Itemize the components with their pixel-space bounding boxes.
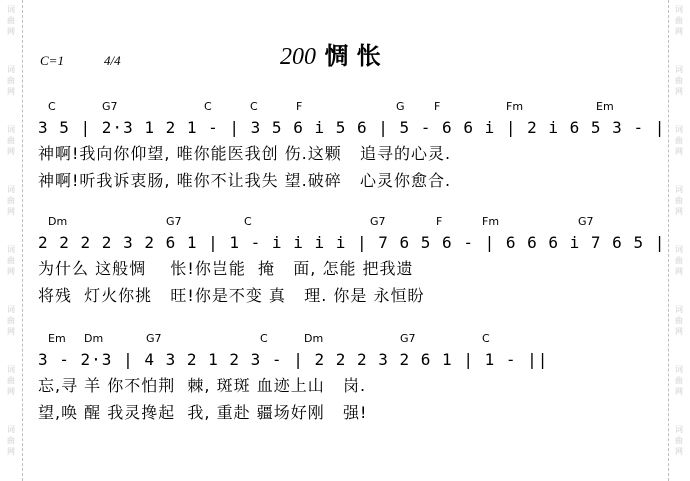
chord: G7 [146, 332, 162, 345]
chord: Dm [84, 332, 104, 345]
right-margin-line [668, 0, 669, 481]
watermark-right: 词 曲 网 [675, 185, 683, 216]
left-margin-line [22, 0, 23, 481]
chord: C [260, 332, 268, 345]
chord: G7 [370, 215, 386, 228]
watermark-right: 词 曲 网 [675, 305, 683, 336]
time-signature: 4/4 [104, 53, 121, 68]
song-number: 200 [280, 44, 316, 70]
notation-row: 3 - 2·3 | 4 3 2 1 2 3 - | 2 2 2 3 2 6 1 | 1 - || [38, 350, 549, 369]
key-signature: C=1 [40, 53, 64, 68]
lyric-line-2: 神啊!听我诉衷肠, 唯你不让我失 望.破碎 心灵你愈合. [38, 171, 452, 190]
chord: F [436, 215, 443, 228]
watermark-right: 词 曲 网 [675, 245, 683, 276]
lyric-line-1: 为什么 这般惆 怅!你岂能 掩 面, 怎能 把我遗 [38, 259, 414, 278]
song-title-text: 惆 怅 [324, 42, 381, 70]
watermark-right: 词 曲 网 [675, 125, 683, 156]
song-title [280, 36, 460, 71]
chord: F [296, 100, 303, 113]
watermark-left: 词 曲 网 [7, 425, 15, 456]
chord-row [38, 215, 648, 231]
chord: Em [596, 100, 614, 113]
chord: Fm [482, 215, 500, 228]
watermark-right: 词 曲 网 [675, 365, 683, 396]
watermark-left: 词 曲 网 [7, 65, 15, 96]
lyric-line-2: 望,唤 醒 我灵搀起 我, 重赴 疆场好刚 强! [38, 403, 368, 422]
lyric-line-2: 将残 灯火你挑 旺!你是不变 真 理. 你是 永恒盼 [38, 286, 425, 305]
music-system-2 [38, 215, 666, 309]
chord: Em [48, 332, 66, 345]
chord: G7 [102, 100, 118, 113]
chord: G7 [400, 332, 416, 345]
watermark-right: 词 曲 网 [675, 5, 683, 36]
chord: Fm [506, 100, 524, 113]
music-system-1 [38, 100, 666, 194]
watermark-left: 词 曲 网 [7, 305, 15, 336]
notation-row: 3 5 | 2·3 1 2 1 - | 3 5 6 i 5 6 | 5 - 6 6 i | 2 i 6 5 3 - | [38, 118, 666, 137]
chord: C [250, 100, 258, 113]
notation-row: 2 2 2 2 3 2 6 1 | 1 - i i i i | 7 6 5 6 - | 6 6 6 i 7 6 5 | [38, 233, 666, 252]
lyric-line-1: 神啊!我向你仰望, 唯你能医我创 伤.这颗 追寻的心灵. [38, 144, 452, 163]
chord: C [48, 100, 56, 113]
chord: C [482, 332, 490, 345]
music-system-3 [38, 332, 648, 426]
chord-row [38, 100, 648, 116]
chord: C [244, 215, 252, 228]
chord: Dm [304, 332, 324, 345]
chord: G [396, 100, 405, 113]
watermark-left: 词 曲 网 [7, 365, 15, 396]
watermark-left: 词 曲 网 [7, 185, 15, 216]
chord: G7 [578, 215, 594, 228]
chord-row [38, 332, 648, 348]
watermark-left: 词 曲 网 [7, 125, 15, 156]
lyric-line-1: 忘,寻 羊 你不怕荆 棘, 斑斑 血迹上山 岗. [38, 376, 367, 395]
chord: G7 [166, 215, 182, 228]
watermark-right: 词 曲 网 [675, 425, 683, 456]
watermark-right: 词 曲 网 [675, 65, 683, 96]
chord: F [434, 100, 441, 113]
watermark-left: 词 曲 网 [7, 5, 15, 36]
watermark-left: 词 曲 网 [7, 245, 15, 276]
chord: C [204, 100, 212, 113]
chord: Dm [48, 215, 68, 228]
